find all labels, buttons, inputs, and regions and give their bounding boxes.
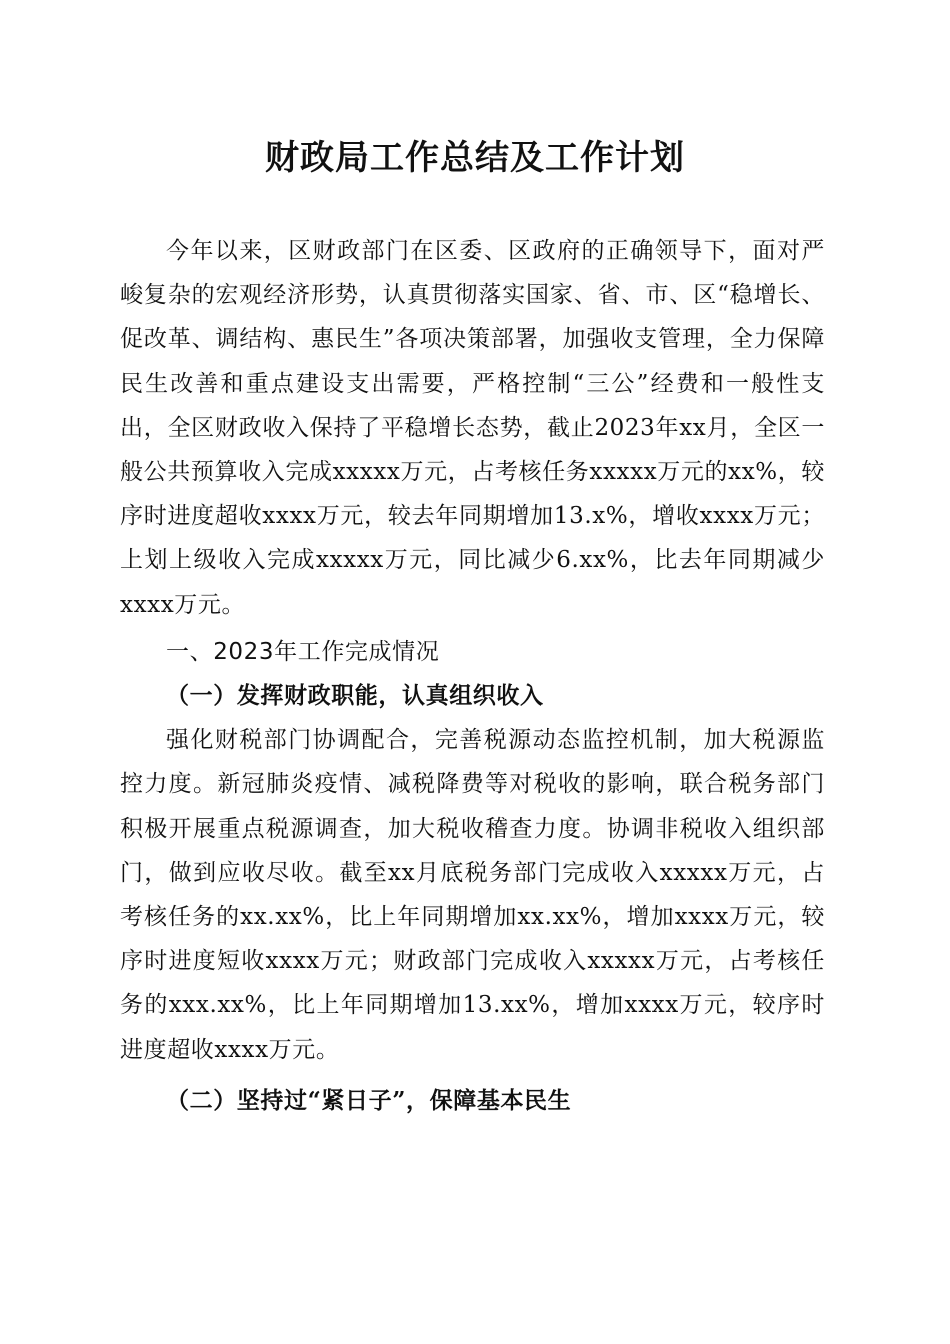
subsection-heading-2: （二）坚持过“紧日子”，保障基本民生 xyxy=(166,1086,572,1114)
subsection-1-paragraph: 强化财税部门协调配合，完善税源动态监控机制，加大税源监控力度。新冠肺炎疫情、减税降费等对税收的影响，联合税务部门积极开展重点税源调查，加大税收稽查力度。协调非税收入组织部门，做到应收尽收。截至xx月底税务部门完成收入xxxxx万元，占考核任务的xx.xx%，比上年同期增加xx.xx%，增加xxxx万元，较序时进度短收xxxx万元；财政部门完成收入xxxxx万元，占考核任务的xxx.xx%，比上年同期增加13.xx%，增加xxxx万元，较序时进度超收xxxx万元。 xyxy=(120,727,825,1063)
section-heading-1: 一、2023年工作完成情况 xyxy=(166,638,440,665)
document-body xyxy=(120,229,825,1123)
document-title: 财政局工作总结及工作计划 xyxy=(265,138,685,178)
intro-paragraph: 今年以来，区财政部门在区委、区政府的正确领导下，面对严峻复杂的宏观经济形势，认真贯彻落实国家、省、市、区“稳增长、促改革、调结构、惠民生”各项决策部署，加强收支管理，全力保障民生改善和重点建设支出需要，严格控制“三公”经费和一般性支出，全区财政收入保持了平稳增长态势，截止2023年xx月，全区一般公共预算收入完成xxxxx万元，占考核任务xxxxx万元的xx%，较序时进度超收xxxx万元，较去年同期增加13.x%，增收xxxx万元；上划上级收入完成xxxxx万元，同比减少6.xx%，比去年同期减少xxxx万元。 xyxy=(120,238,825,618)
subsection-heading-1: （一）发挥财政职能，认真组织收入 xyxy=(166,682,544,710)
